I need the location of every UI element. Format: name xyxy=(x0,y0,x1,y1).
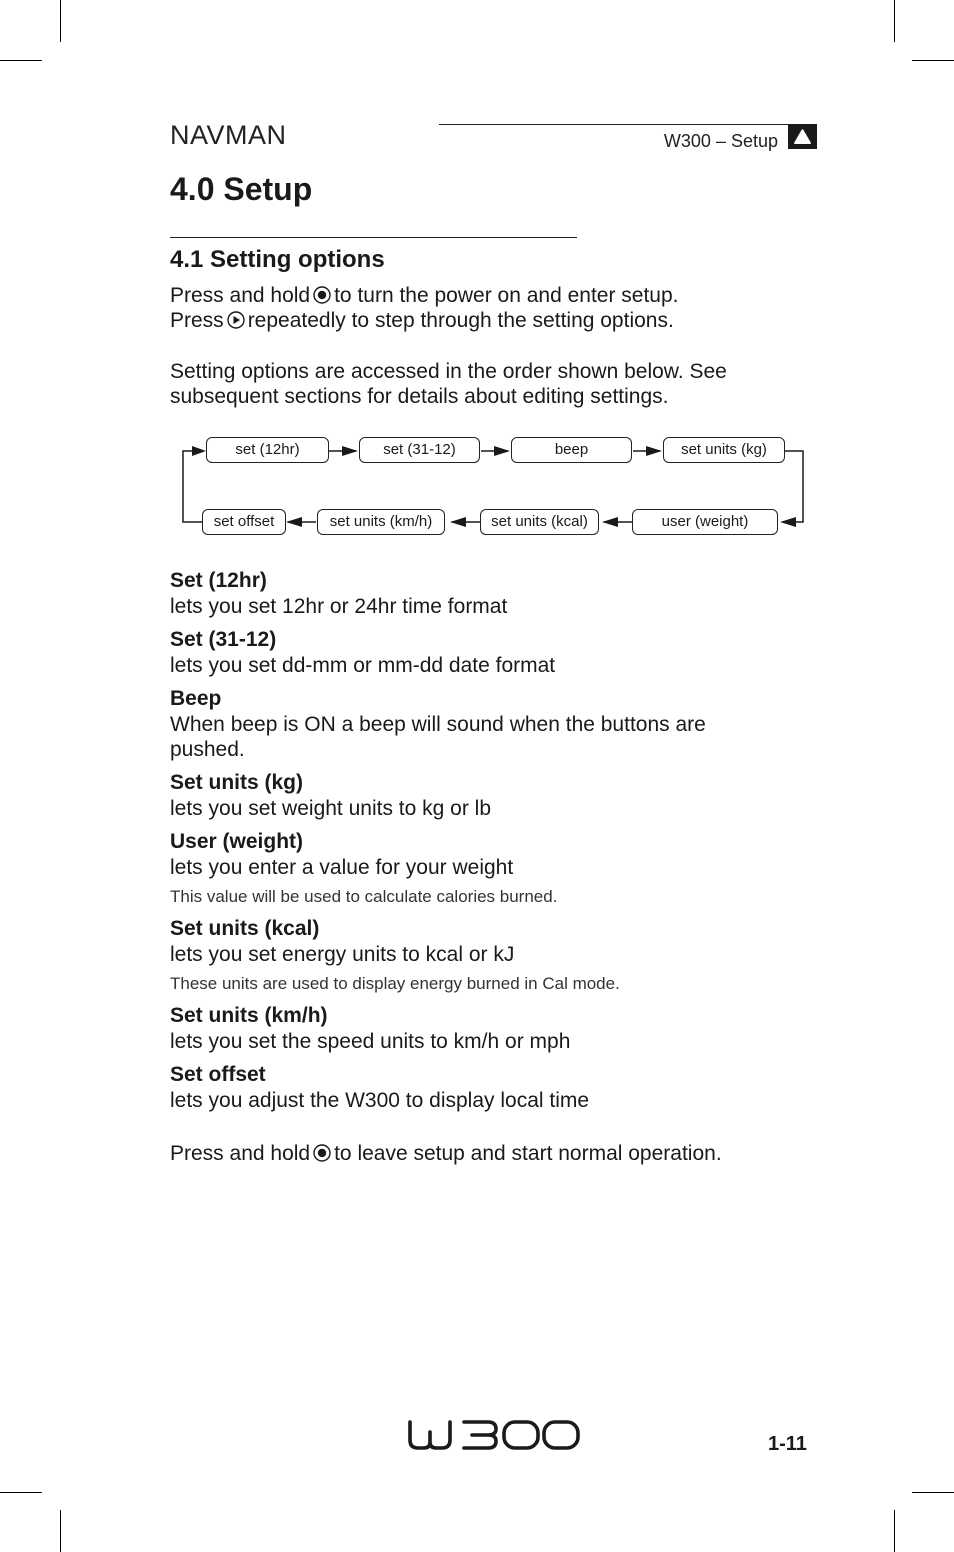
flow-node-set-units-kmh: set units (km/h) xyxy=(317,509,445,535)
order-paragraph: Setting options are accessed in the order shown below. See subsequent sections for details about editing settings. xyxy=(170,360,727,408)
option-description: lets you set weight units to kg or lb xyxy=(170,797,491,820)
option-description: lets you set dd-mm or mm-dd date format xyxy=(170,654,556,677)
option-item xyxy=(170,1003,820,1054)
page-number: 1-11 xyxy=(768,1433,807,1455)
up-triangle-icon xyxy=(788,124,817,149)
crop-mark xyxy=(894,0,895,42)
option-title: Set (31-12) xyxy=(170,628,277,651)
option-note: This value will be used to calculate calories burned. xyxy=(170,887,558,906)
option-title: Set units (kg) xyxy=(170,771,304,794)
flow-node-set-12hr: set (12hr) xyxy=(206,437,329,463)
closing-pre: Press and hold xyxy=(170,1142,311,1165)
option-description: lets you set 12hr or 24hr time format xyxy=(170,595,508,618)
flow-node-user-weight: user (weight) xyxy=(632,509,778,535)
flow-node-set-date: set (31-12) xyxy=(359,437,480,463)
option-title: User (weight) xyxy=(170,830,304,853)
select-button-icon xyxy=(313,1144,331,1162)
settings-flow-diagram xyxy=(178,432,810,542)
model-logo xyxy=(406,1416,582,1454)
option-title: Set units (kcal) xyxy=(170,917,320,940)
intro-line1-post: to turn the power on and enter setup. xyxy=(334,284,679,307)
crop-mark xyxy=(912,60,954,61)
option-title: Set units (km/h) xyxy=(170,1004,328,1027)
intro-line2-pre: Press xyxy=(170,309,224,332)
option-title: Set offset xyxy=(170,1063,266,1086)
crop-mark xyxy=(60,0,61,42)
option-description: lets you set the speed units to km/h or mph xyxy=(170,1030,571,1053)
flow-node-beep: beep xyxy=(511,437,632,463)
flow-node-set-units-kg: set units (kg) xyxy=(663,437,785,463)
option-item xyxy=(170,770,820,821)
crop-mark xyxy=(0,1492,42,1493)
option-title: Beep xyxy=(170,687,222,710)
section-rule xyxy=(170,237,577,238)
option-note: These units are used to display energy burned in Cal mode. xyxy=(170,974,620,993)
closing-post: to leave setup and start normal operation. xyxy=(334,1142,722,1165)
intro-line2-post: repeatedly to step through the setting options. xyxy=(247,309,674,332)
option-title: Set (12hr) xyxy=(170,569,267,592)
options-list xyxy=(170,568,820,1121)
option-description: When beep is ON a beep will sound when the buttons are pushed. xyxy=(170,713,706,761)
section-label: W300 – Setup xyxy=(663,131,778,151)
flow-node-set-offset: set offset xyxy=(202,509,286,535)
option-item xyxy=(170,829,820,908)
option-item xyxy=(170,1062,820,1113)
option-item xyxy=(170,686,820,762)
crop-mark xyxy=(912,1492,954,1493)
page-title: 4.0 Setup xyxy=(170,171,313,207)
option-description: lets you set energy units to kcal or kJ xyxy=(170,943,515,966)
option-item xyxy=(170,627,820,678)
play-button-icon xyxy=(227,311,245,329)
closing-paragraph xyxy=(170,1141,810,1166)
intro-paragraph xyxy=(170,283,810,333)
crop-mark xyxy=(60,1510,61,1552)
select-button-icon xyxy=(313,286,331,304)
option-item xyxy=(170,916,820,995)
option-description: lets you adjust the W300 to display local time xyxy=(170,1089,590,1112)
option-item xyxy=(170,568,820,619)
crop-mark xyxy=(894,1510,895,1552)
option-description: lets you enter a value for your weight xyxy=(170,856,514,879)
crop-mark xyxy=(0,60,42,61)
flow-node-set-units-kcal: set units (kcal) xyxy=(480,509,599,535)
brand-logo: NAVMAN xyxy=(170,120,287,150)
intro-line1-pre: Press and hold xyxy=(170,284,311,307)
header-rule xyxy=(439,124,817,125)
section-subtitle: 4.1 Setting options xyxy=(170,246,385,273)
